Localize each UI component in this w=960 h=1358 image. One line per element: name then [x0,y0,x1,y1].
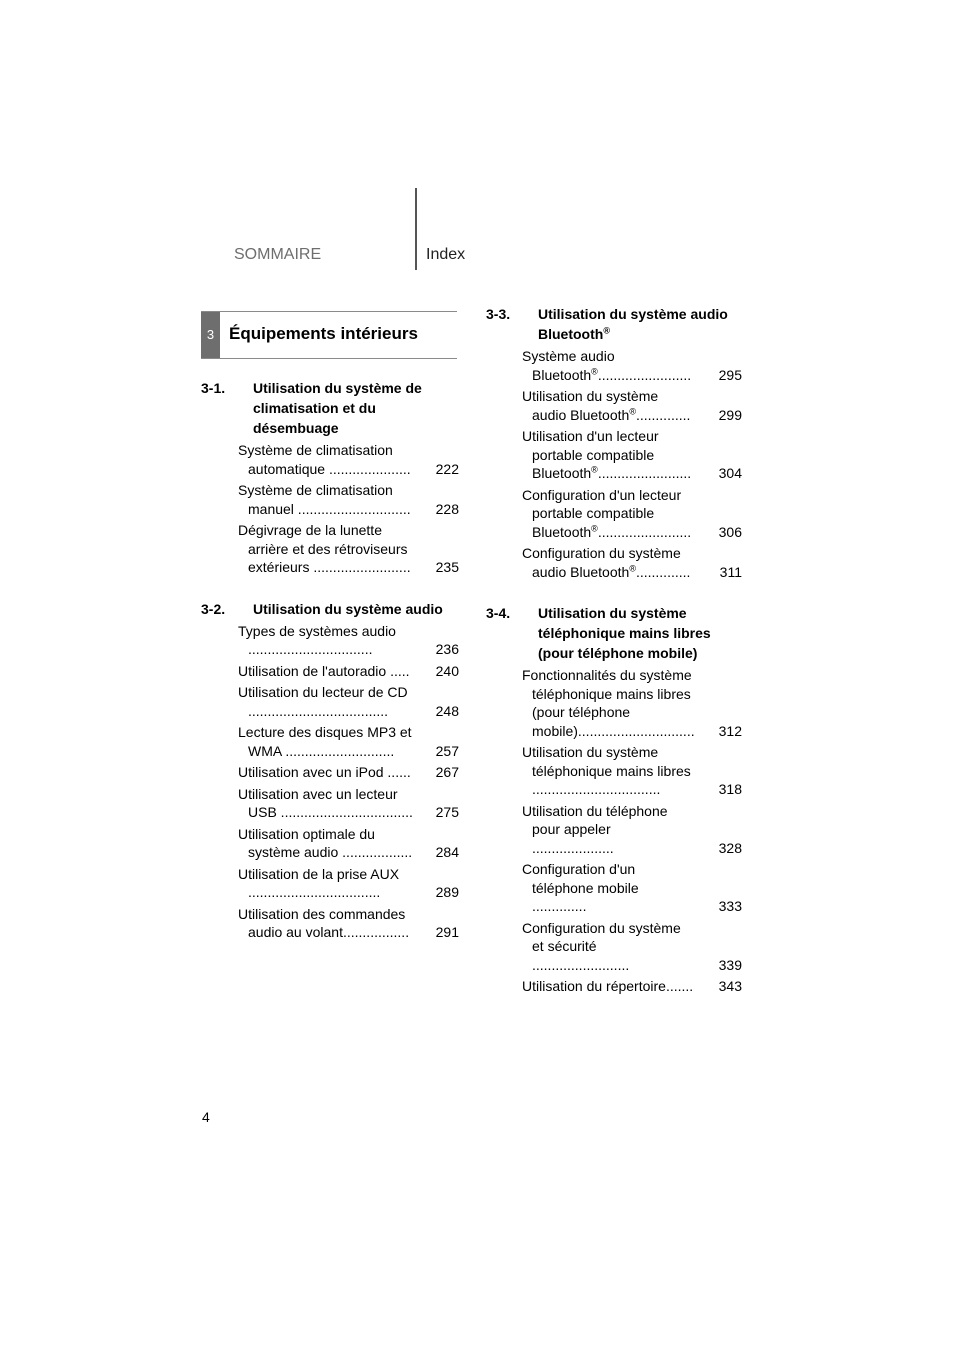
toc-entry[interactable] [486,387,742,424]
entry-label: Utilisation du système audio Bluetooth [522,388,659,423]
toc-entry[interactable] [201,622,459,659]
toc-entry-page: 289 [435,884,459,900]
leader-dots: ........................ [597,465,692,481]
toc-section-3-4 [486,603,742,996]
nav-divider [415,188,417,270]
toc-entry-page: 311 [719,563,742,580]
section-heading[interactable] [486,304,742,344]
toc-entry-text: Types de systèmes audio ................................ [238,622,396,657]
toc-left-column [201,378,459,964]
sommaire-link[interactable]: SOMMAIRE [234,246,322,263]
toc-entry[interactable] [201,825,459,862]
toc-entry-text: Utilisation de l'autoradio ..... [238,662,410,679]
toc-entry-text: Configuration d'un téléphone mobile .............. [522,861,639,914]
toc-entry-page: 228 [435,500,459,517]
toc-entry-text: Dégivrage de la lunette arrière et des rétroviseurs extérieurs ......................... [238,522,411,575]
toc-entry[interactable] [486,347,742,384]
toc-entry[interactable] [486,919,742,975]
entry-label: Utilisation d'un lecteur portable compatible Bluetooth [522,428,659,481]
toc-entry-page: 248 [435,702,459,719]
toc-entry-text: Utilisation de la prise AUX .................................. [238,865,400,900]
toc-entry[interactable] [486,486,742,542]
toc-entry-text: Utilisation avec un iPod ...... [238,764,411,780]
toc-right-column [486,304,742,1018]
toc-entry[interactable] [201,683,459,720]
toc-section-3-3 [486,304,742,581]
toc-entry-page: 328 [718,839,742,856]
toc-entry[interactable] [201,481,459,518]
leader-dots: .............. [635,406,691,423]
section-number: 3-4. [486,605,511,621]
toc-entry-text: Système de climatisation automatique ..................... [238,442,411,477]
toc-entry-page: 306 [718,523,742,540]
chapter-number-tab: 3 [201,312,220,358]
leader-dots: ........................ [597,523,692,540]
section-heading[interactable] [201,378,459,438]
toc-entry-text: Utilisation du système téléphonique mains libres ................................. [522,744,691,797]
registered-mark: ® [591,522,598,533]
section-title: Utilisation du système téléphonique mains libres (pour téléphone mobile) [538,605,711,661]
section-heading[interactable] [201,599,459,619]
registered-mark: ® [629,405,636,416]
toc-entry-page: 222 [435,460,459,477]
entry-label: Configuration d'un lecteur portable compatible Bluetooth [522,486,682,540]
toc-entry[interactable] [486,544,742,581]
toc-entry[interactable] [201,662,459,681]
registered-mark: ® [629,562,636,573]
section-number: 3-1. [201,380,226,396]
toc-entry[interactable] [201,905,459,942]
toc-entry-text [522,486,742,542]
page-number: 4 [202,1109,210,1125]
toc-entry-page: 339 [718,956,742,973]
section-title: Utilisation du système de climatisation et du désembuage [253,380,422,436]
toc-entry-page: 267 [435,764,459,780]
section-heading[interactable] [486,603,742,663]
toc-section-3-2 [201,599,459,942]
toc-entry[interactable] [486,860,742,916]
toc-entry[interactable] [201,521,459,577]
toc-entry-page: 304 [718,465,742,481]
toc-entry-page: 284 [435,844,459,860]
registered-mark: ® [591,464,598,475]
section-title: Utilisation du système audio [253,600,443,617]
toc-entry-text [522,387,742,424]
toc-entry[interactable] [201,865,459,902]
toc-entry-text: Utilisation du téléphone pour appeler ..................... [522,802,668,856]
toc-entry-page: 291 [435,924,459,940]
index-link[interactable]: Index [426,246,466,263]
toc-entry-text: Lecture des disques MP3 et WMA ............................ [238,724,412,759]
leader-dots: .............. [635,563,691,580]
toc-entry-page: 257 [435,742,459,759]
toc-entry-text: Système de climatisation manuel ............................. [238,482,411,517]
entry-label: Configuration du système audio Bluetooth [522,545,681,580]
toc-entry[interactable] [201,763,459,782]
toc-entry[interactable] [486,427,742,483]
toc-entry-text: Configuration du système et sécurité ......................... [522,919,681,973]
toc-entry-text: Fonctionnalités du système téléphonique mains libres (pour téléphone mobile).............................. [522,667,695,739]
toc-entry-text: Utilisation avec un lecteur USB .................................. [238,785,413,820]
toc-entry[interactable] [201,441,459,478]
toc-entry-page: 235 [435,559,459,575]
section-title-text: Utilisation du système audio Bluetooth [538,306,728,342]
toc-entry[interactable] [486,977,742,996]
toc-entry[interactable] [486,666,742,740]
toc-entry-page: 295 [718,366,742,383]
toc-entry[interactable] [201,785,459,822]
toc-section-3-1 [201,378,459,577]
toc-entry[interactable] [201,723,459,760]
leader-dots: ........................ [597,366,692,383]
registered-mark: ® [591,365,598,376]
toc-entry-text: Utilisation du lecteur de CD .................................... [238,684,408,719]
section-number: 3-2. [201,600,226,617]
toc-entry-page: 343 [718,978,742,994]
toc-entry-page: 333 [718,898,742,914]
chapter-title: Équipements intérieurs [229,324,418,343]
toc-entry-text: Utilisation optimale du système audio .................. [238,825,413,860]
registered-mark: ® [603,325,610,336]
toc-entry-text [522,427,742,483]
toc-entry-page: 275 [435,804,459,820]
section-title [486,304,742,344]
toc-entry[interactable] [486,802,742,858]
toc-entry-text: Utilisation des commandes audio au volant................. [238,905,410,940]
chapter-header [201,311,457,359]
toc-entry-text [522,347,742,384]
toc-entry-page: 240 [435,662,459,679]
toc-entry-page: 312 [718,722,742,739]
section-number: 3-3. [486,306,511,322]
toc-entry-text: Utilisation du répertoire....... [522,978,694,994]
toc-entry-page: 236 [435,641,459,657]
toc-entry[interactable] [486,743,742,799]
entry-label: Système audio Bluetooth [522,348,615,383]
toc-entry-page: 299 [718,406,742,423]
toc-entry-page: 318 [718,781,742,797]
toc-entry-text [522,544,742,581]
